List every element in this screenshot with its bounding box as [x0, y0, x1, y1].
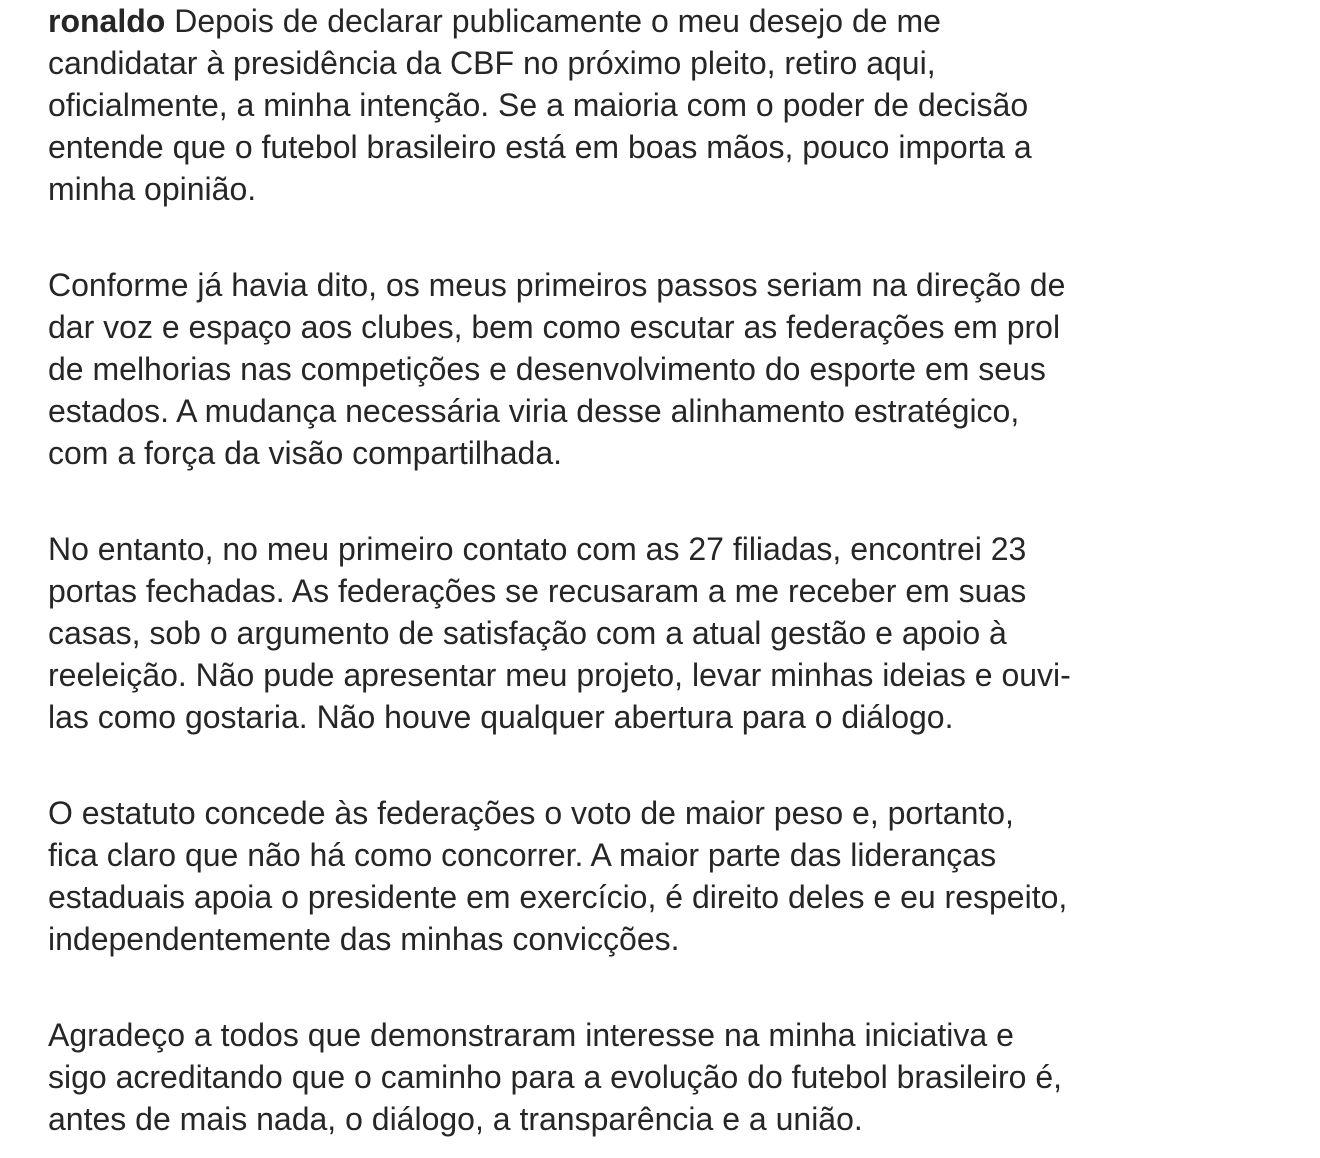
caption-text-1: Depois de declarar publicamente o meu desejo de me candidatar à presidência da CBF no próximo pleito, retiro aqui, oficialmente, a minha intenção. Se a maioria com o poder de decisão entende que o futebol brasileiro está em boas mãos, pouco importa a minha opinião.	[48, 3, 1032, 207]
caption-text-3: No entanto, no meu primeiro contato com as 27 filiadas, encontrei 23 portas fechadas. As federações se recusaram a me receber em suas casas, sob o argumento de satisfação com a atual gestão e apoio à reeleição. Não pude apresentar meu projeto, levar minhas ideias e ouvi- las como gostaria. Não houve qualquer abertura para o diálogo.	[48, 531, 1071, 735]
post-caption	[48, 0, 1288, 1140]
caption-paragraph-3	[48, 528, 1288, 738]
caption-text-2: Conforme já havia dito, os meus primeiros passos seriam na direção de dar voz e espaço aos clubes, bem como escutar as federações em prol de melhorias nas competições e desenvolvimento do esporte em seus estados. A mudança necessária viria desse alinhamento estratégico, com a força da visão compartilhada.	[48, 267, 1066, 471]
caption-paragraph-1	[48, 0, 1288, 210]
caption-text-5: Agradeço a todos que demonstraram interesse na minha iniciativa e sigo acreditando que o caminho para a evolução do futebol brasileiro é, antes de mais nada, o diálogo, a transparência e a união.	[48, 1017, 1062, 1137]
caption-paragraph-4	[48, 792, 1288, 960]
caption-text-4: O estatuto concede às federações o voto de maior peso e, portanto, fica claro que não há como concorrer. A maior parte das lideranças estaduais apoia o presidente em exercício, é direito deles e eu respeito, independentemente das minhas convicções.	[48, 795, 1068, 957]
caption-paragraph-5	[48, 1014, 1288, 1140]
caption-paragraph-2	[48, 264, 1288, 474]
username-link[interactable]: ronaldo	[48, 3, 166, 39]
